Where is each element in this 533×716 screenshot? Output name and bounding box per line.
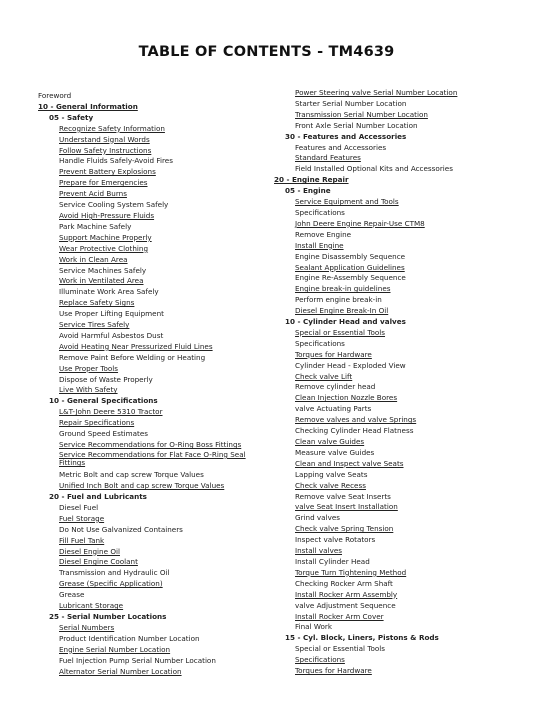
toc-subsection-10-cylinder-head-and-valves: 10 - Cylinder Head and valves <box>285 317 406 327</box>
toc-entry-check-valve-recess[interactable]: Check valve Recess <box>295 480 366 490</box>
toc-entry-prepare-for-emergencies[interactable]: Prepare for Emergencies <box>59 178 148 188</box>
toc-entry-install-valves[interactable]: Install valves <box>295 546 342 556</box>
toc-entry-fuel-injection-pump-serial-number-location[interactable]: Fuel Injection Pump Serial Number Location <box>59 655 216 665</box>
toc-entry-fuel-storage[interactable]: Fuel Storage <box>59 513 105 523</box>
toc-entry-live-with-safety[interactable]: Live With Safety <box>59 385 118 395</box>
toc-entry-grease-specific-application[interactable]: Grease (Specific Application) <box>59 579 163 589</box>
toc-entry-ground-speed-estimates[interactable]: Ground Speed Estimates <box>59 429 149 439</box>
toc-entry-checking-cylinder-head-flatness[interactable]: Checking Cylinder Head Flatness <box>295 426 414 436</box>
toc-entry-lubricant-storage[interactable]: Lubricant Storage <box>59 601 124 611</box>
toc-entry-work-in-clean-area[interactable]: Work in Clean Area <box>59 254 128 264</box>
toc-entry-starter-serial-number-location[interactable]: Starter Serial Number Location <box>295 98 407 108</box>
toc-subsection-10-general-specifications: 10 - General Specifications <box>49 396 158 406</box>
toc-entry-service-tires-safely[interactable]: Service Tires Safely <box>59 320 130 330</box>
toc-entry-transmission-and-hydraulic-oil[interactable]: Transmission and Hydraulic Oil <box>59 568 170 578</box>
toc-entry-torques-for-hardware[interactable]: Torques for Hardware <box>295 349 372 359</box>
toc-entry-engine-break-in-guidelines[interactable]: Engine break-in guidelines <box>295 284 391 294</box>
toc-entry-valve-adjustment-sequence[interactable]: valve Adjustment Sequence <box>295 600 396 610</box>
toc-entry-grease[interactable]: Grease <box>59 590 85 600</box>
toc-entry-remove-engine[interactable]: Remove Engine <box>295 229 352 239</box>
toc-entry-prevent-acid-burns[interactable]: Prevent Acid Burns <box>59 189 127 199</box>
toc-entry-service-equipment-and-tools[interactable]: Service Equipment and Tools <box>295 197 399 207</box>
toc-entry-grind-valves[interactable]: Grind valves <box>295 513 340 523</box>
toc-entry-remove-paint-before-welding-or-heating[interactable]: Remove Paint Before Welding or Heating <box>59 352 206 362</box>
toc-entry-follow-safety-instructions[interactable]: Follow Safety Instructions <box>59 145 152 155</box>
toc-entry-do-not-use-galvanized-containers[interactable]: Do Not Use Galvanized Containers <box>59 524 183 534</box>
toc-entry-diesel-engine-oil[interactable]: Diesel Engine Oil <box>59 546 120 556</box>
toc-entry-check-valve-lift[interactable]: Check valve Lift <box>295 371 353 381</box>
toc-entry-features-and-accessories[interactable]: Features and Accessories <box>295 142 387 152</box>
toc-entry-torque-turn-tightening-method[interactable]: Torque Turn Tightening Method <box>295 567 407 577</box>
toc-entry-repair-specifications[interactable]: Repair Specifications <box>59 418 135 428</box>
toc-entry-perform-engine-break-in[interactable]: Perform engine break-in <box>295 295 382 305</box>
toc-section-foreword: Foreword <box>38 91 72 100</box>
toc-entry-remove-valve-seat-inserts[interactable]: Remove valve Seat Inserts <box>295 491 391 501</box>
toc-entry-diesel-fuel[interactable]: Diesel Fuel <box>59 502 99 512</box>
toc-entry-measure-valve-guides[interactable]: Measure valve Guides <box>295 447 375 457</box>
toc-subsection-25-serial-number-locations: 25 - Serial Number Locations <box>49 612 167 621</box>
toc-entry-landt-john-deere-5310-tractor[interactable]: L&T-John Deere 5310 Tractor <box>59 407 163 417</box>
toc-subsection-05-engine: 05 - Engine <box>285 186 331 196</box>
toc-entry-remove-cylinder-head[interactable]: Remove cylinder head <box>295 382 376 392</box>
toc-entry-clean-injection-nozzle-bores[interactable]: Clean Injection Nozzle Bores <box>295 393 398 403</box>
toc-entry-handle-fluids-safely-avoid-fires[interactable]: Handle Fluids Safely-Avoid Fires <box>59 156 173 166</box>
toc-entry-avoid-heating-near-pressurized-fluid-lines[interactable]: Avoid Heating Near Pressurized Fluid Lines <box>59 341 213 351</box>
toc-entry-clean-valve-guides[interactable]: Clean valve Guides <box>295 437 365 446</box>
toc-subsection-30-features-and-accessories: 30 - Features and Accessories <box>285 131 407 141</box>
toc-entry-replace-safety-signs[interactable]: Replace Safety Signs <box>59 298 135 308</box>
toc-entry-engine-serial-number-location[interactable]: Engine Serial Number Location <box>59 644 171 654</box>
toc-entry-specifications[interactable]: Specifications <box>295 655 345 665</box>
toc-entry-engine-disassembly-sequence[interactable]: Engine Disassembly Sequence <box>295 251 406 261</box>
toc-entry-inspect-valve-rotators[interactable]: Inspect valve Rotators <box>295 535 376 545</box>
toc-subsection-15-cyl-block-liners-pistons-and-rods: 15 - Cyl. Block, Liners, Pistons & Rods <box>285 633 439 643</box>
toc-entry-special-or-essential-tools[interactable]: Special or Essential Tools <box>295 644 386 654</box>
toc-entry-valve-actuating-parts[interactable]: valve Actuating Parts <box>295 404 372 414</box>
toc-entry-dispose-of-waste-properly[interactable]: Dispose of Waste Properly <box>59 374 153 384</box>
toc-entry-prevent-battery-explosions[interactable]: Prevent Battery Explosions <box>59 167 156 177</box>
toc-entry-valve-seat-insert-installation[interactable]: valve Seat Insert Installation <box>295 502 398 512</box>
toc-entry-checking-rocker-arm-shaft[interactable]: Checking Rocker Arm Shaft <box>295 578 393 588</box>
toc-section-20-engine-repair[interactable]: 20 - Engine Repair <box>274 175 349 185</box>
toc-entry-avoid-high-pressure-fluids[interactable]: Avoid High-Pressure Fluids <box>59 210 155 220</box>
toc-entry-diesel-engine-break-in-oil[interactable]: Diesel Engine Break-In Oil <box>295 306 389 316</box>
toc-entry-front-axle-serial-number-location[interactable]: Front Axle Serial Number Location <box>295 120 418 130</box>
toc-entry-check-valve-spring-tension[interactable]: Check valve Spring Tension <box>295 524 394 534</box>
toc-entry-avoid-harmful-asbestos-dust[interactable]: Avoid Harmful Asbestos Dust <box>59 330 164 340</box>
toc-entry-install-engine[interactable]: Install Engine <box>295 240 344 250</box>
toc-left-column <box>38 91 270 677</box>
toc-entry-recognize-safety-information[interactable]: Recognize Safety Information <box>59 123 165 133</box>
toc-entry-wear-protective-clothing[interactable]: Wear Protective Clothing <box>59 243 149 253</box>
toc-entry-serial-numbers[interactable]: Serial Numbers <box>59 622 115 632</box>
toc-entry-final-work[interactable]: Final Work <box>295 622 333 632</box>
toc-entry-fill-fuel-tank[interactable]: Fill Fuel Tank <box>59 535 105 545</box>
toc-entry-install-cylinder-head[interactable]: Install Cylinder Head <box>295 556 370 566</box>
toc-entry-unified-inch-bolt-and-cap-screw-torque-values[interactable]: Unified Inch Bolt and cap screw Torque Values <box>59 481 225 491</box>
toc-entry-power-steering-valve-serial-number-location[interactable]: Power Steering valve Serial Number Location <box>295 88 458 97</box>
toc-entry-cylinder-head-exploded-view[interactable]: Cylinder Head - Exploded View <box>295 360 406 370</box>
toc-entry-work-in-ventilated-area[interactable]: Work in Ventilated Area <box>59 276 144 286</box>
toc-entry-clean-and-inspect-valve-seats[interactable]: Clean and Inspect valve Seats <box>295 458 404 468</box>
toc-entry-install-rocker-arm-assembly[interactable]: Install Rocker Arm Assembly <box>295 589 398 599</box>
toc-entry-service-machines-safely[interactable]: Service Machines Safely <box>59 265 147 275</box>
toc-entry-engine-re-assembly-sequence[interactable]: Engine Re-Assembly Sequence <box>295 273 406 283</box>
toc-entry-support-machine-properly[interactable]: Support Machine Properly <box>59 232 152 242</box>
toc-entry-park-machine-safely[interactable]: Park Machine Safely <box>59 221 132 231</box>
toc-entry-field-installed-optional-kits-and-accessories[interactable]: Field Installed Optional Kits and Accessories <box>295 164 453 174</box>
toc-entry-john-deere-engine-repair-use-ctm8[interactable]: John Deere Engine Repair-Use CTM8 <box>295 218 425 228</box>
toc-entry-metric-bolt-and-cap-screw-torque-values[interactable]: Metric Bolt and cap screw Torque Values <box>59 470 204 480</box>
toc-entry-product-identification-number-location[interactable]: Product Identification Number Location <box>59 633 200 643</box>
toc-entry-standard-features[interactable]: Standard Features <box>295 153 361 163</box>
toc-subsection-20-fuel-and-lubricants: 20 - Fuel and Lubricants <box>49 492 147 502</box>
toc-entry-illuminate-work-area-safely[interactable]: Illuminate Work Area Safely <box>59 287 159 297</box>
toc-entry-lapping-valve-seats[interactable]: Lapping valve Seats <box>295 469 368 479</box>
toc-section-10-general-information[interactable]: 10 - General Information <box>38 101 138 111</box>
toc-entry-alternator-serial-number-location[interactable]: Alternator Serial Number Location <box>59 666 182 676</box>
page-title: TABLE OF CONTENTS - TM4639 <box>138 44 395 60</box>
toc-entry-special-or-essential-tools[interactable]: Special or Essential Tools <box>295 327 386 337</box>
toc-entry-specifications[interactable]: Specifications <box>295 207 345 217</box>
toc-entry-use-proper-tools[interactable]: Use Proper Tools <box>59 363 119 373</box>
toc-right-column <box>274 88 504 677</box>
toc-entry-remove-valves-and-valve-springs[interactable]: Remove valves and valve Springs <box>295 415 417 425</box>
toc-entry-install-rocker-arm-cover[interactable]: Install Rocker Arm Cover <box>295 611 384 621</box>
toc-subsection-05-safety: 05 - Safety <box>49 112 94 122</box>
toc-entry-service-cooling-system-safely[interactable]: Service Cooling System Safely <box>59 200 169 210</box>
toc-entry-use-proper-lifting-equipment[interactable]: Use Proper Lifting Equipment <box>59 309 164 319</box>
toc-entry-service-recommendations-for-flat-face-o-ring-seal-fittings[interactable]: Service Recommendations for Flat Face O-Ring Seal Fittings <box>59 449 246 468</box>
toc-entry-specifications[interactable]: Specifications <box>295 338 345 348</box>
toc-entry-sealant-application-guidelines[interactable]: Sealant Application Guidelines <box>295 262 405 272</box>
toc-entry-transmission-serial-number-location[interactable]: Transmission Serial Number Location <box>295 109 428 119</box>
toc-entry-diesel-engine-coolant[interactable]: Diesel Engine Coolant <box>59 557 138 567</box>
toc-entry-torques-for-hardware[interactable]: Torques for Hardware <box>295 666 372 676</box>
toc-entry-service-recommendations-for-o-ring-boss-fittings[interactable]: Service Recommendations for O-Ring Boss Fittings <box>59 440 242 449</box>
toc-entry-understand-signal-words[interactable]: Understand Signal Words <box>59 134 150 144</box>
